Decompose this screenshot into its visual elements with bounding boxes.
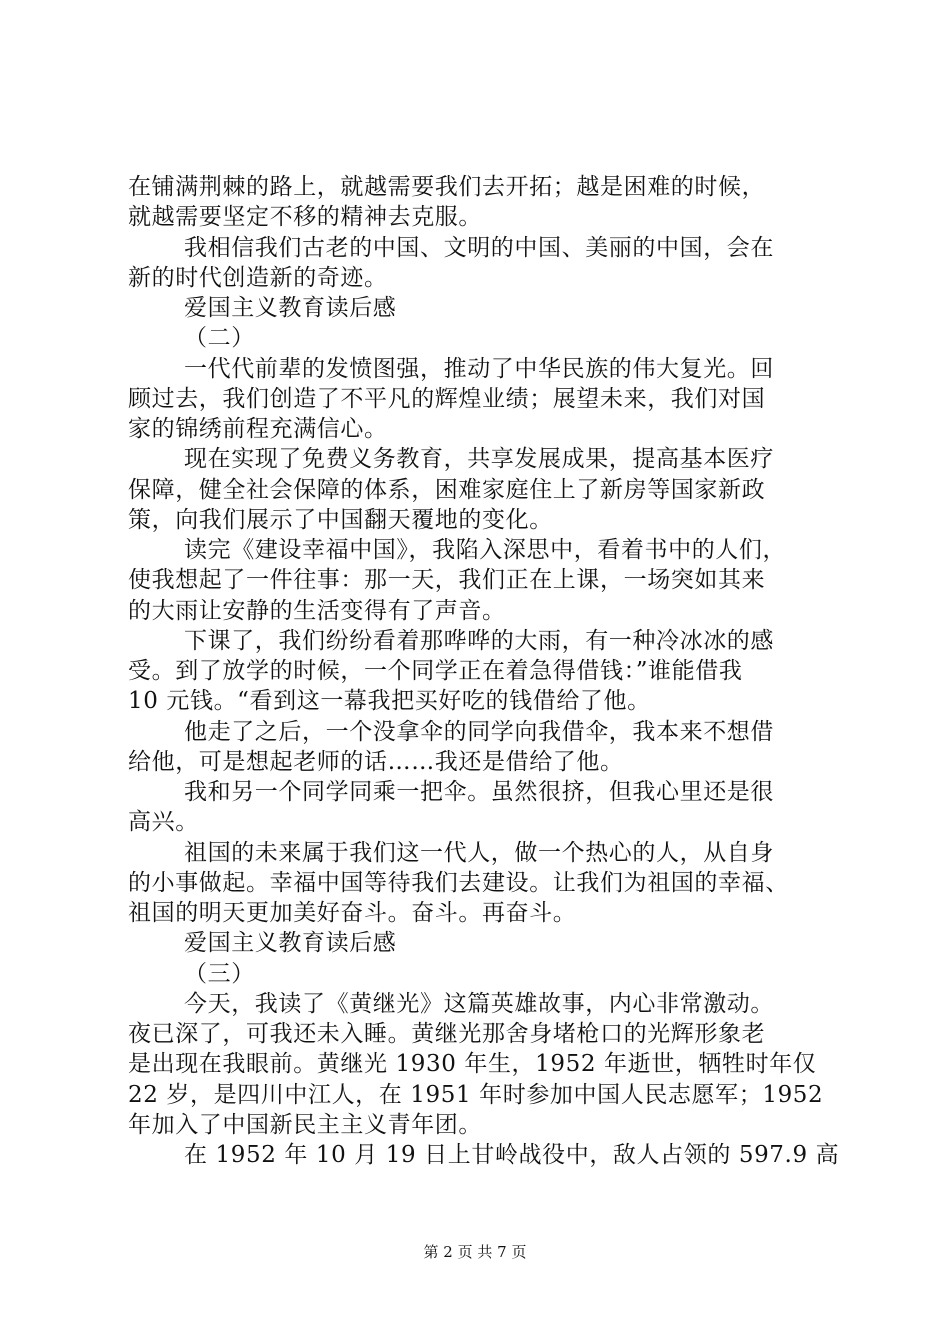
text-line: 顾过去，我们创造了不平凡的辉煌业绩；展望未来，我们对国: [128, 385, 766, 412]
text-line: 祖国的未来属于我们这一代人，做一个热心的人，从自身: [184, 839, 774, 866]
text-line: 高兴。: [128, 809, 199, 836]
paragraph: [128, 354, 830, 445]
section-heading: [128, 928, 830, 958]
text-line: 策，向我们展示了中国翻天覆地的变化。: [128, 506, 553, 533]
paragraph: [128, 717, 830, 778]
text-line: 下课了，我们纷纷看着那哗哗的大雨，有一种冷冰冰的感: [184, 627, 774, 654]
text-line: 新的时代创造新的奇迹。: [128, 264, 388, 291]
page-footer: 第 2 页 共 7 页: [423, 1243, 527, 1261]
section-heading: [128, 293, 830, 323]
text-line: 今天，我读了《黄继光》这篇英雄故事，内心非常激动。: [184, 990, 774, 1017]
paragraph: [128, 1140, 840, 1170]
text-line: 在 1952 年 10 月 19 日上甘岭战役中，敌人占领的 597.9 高: [184, 1142, 840, 1168]
text-line: 保障，健全社会保障的体系，困难家庭住上了新房等国家新政: [128, 476, 766, 503]
document-body: [128, 172, 840, 1170]
text-line: （三）: [184, 960, 255, 987]
text-line: 在铺满荆棘的路上，就越需要我们去开拓；越是困难的时候，: [128, 174, 766, 200]
text-line: 读完《建设幸福中国》，我陷入深思中，看着书中的人们，: [184, 537, 787, 563]
text-line: 的大雨让安静的生活变得有了声音。: [128, 597, 506, 624]
text-line: 给他，可是想起老师的话……我还是借给了他。: [128, 748, 624, 775]
text-line: 22 岁，是四川中江人，在 1951 年时参加中国人民志愿军；1952: [128, 1081, 824, 1108]
text-line: 他走了之后，一个没拿伞的同学向我借伞，我本来不想借: [184, 718, 774, 745]
text-line: 年加入了中国新民主主义青年团。: [128, 1111, 482, 1138]
paragraph: [128, 233, 830, 294]
text-line: 夜已深了，可我还未入睡。黄继光那舍身堵枪口的光辉形象老: [128, 1021, 766, 1047]
paragraph: [128, 535, 830, 626]
text-line: 祖国的明天更加美好奋斗。奋斗。再奋斗。: [128, 900, 577, 926]
paragraph: [128, 172, 830, 233]
text-line: 10 元钱。“看到这一幕我把买好吃的钱借给了他。: [128, 688, 651, 715]
paragraph: [128, 838, 830, 929]
text-line: 我相信我们古老的中国、文明的中国、美丽的中国，会在: [184, 234, 774, 261]
section-number: [128, 323, 830, 353]
text-line: 使我想起了一件往事：那一天，我们正在上课，一场突如其来: [128, 567, 766, 594]
text-line: 的小事做起。幸福中国等待我们去建设。让我们为祖国的幸福、: [128, 869, 789, 896]
text-line: 受。到了放学的时候，一个同学正在着急得借钱：”谁能借我: [128, 658, 743, 684]
section-number: [128, 959, 830, 989]
text-line: 爱国主义教育读后感: [184, 930, 397, 957]
text-line: 爱国主义教育读后感: [184, 295, 397, 321]
paragraph: [128, 777, 830, 838]
text-line: 家的锦绣前程充满信心。: [128, 416, 388, 442]
text-line: 就越需要坚定不移的精神去克服。: [128, 204, 482, 231]
paragraph: [128, 444, 830, 535]
text-line: 我和另一个同学同乘一把伞。虽然很挤，但我心里还是很: [184, 779, 774, 805]
text-line: 是出现在我眼前。黄继光 1930 年生，1952 年逝世，牺牲时年仅: [128, 1051, 817, 1078]
paragraph: [128, 626, 830, 717]
text-line: 现在实现了免费义务教育，共享发展成果，提高基本医疗: [184, 446, 774, 473]
paragraph: [128, 989, 830, 1140]
text-line: （二）: [184, 325, 255, 352]
text-line: 一代代前辈的发愤图强，推动了中华民族的伟大复光。回: [184, 355, 774, 382]
